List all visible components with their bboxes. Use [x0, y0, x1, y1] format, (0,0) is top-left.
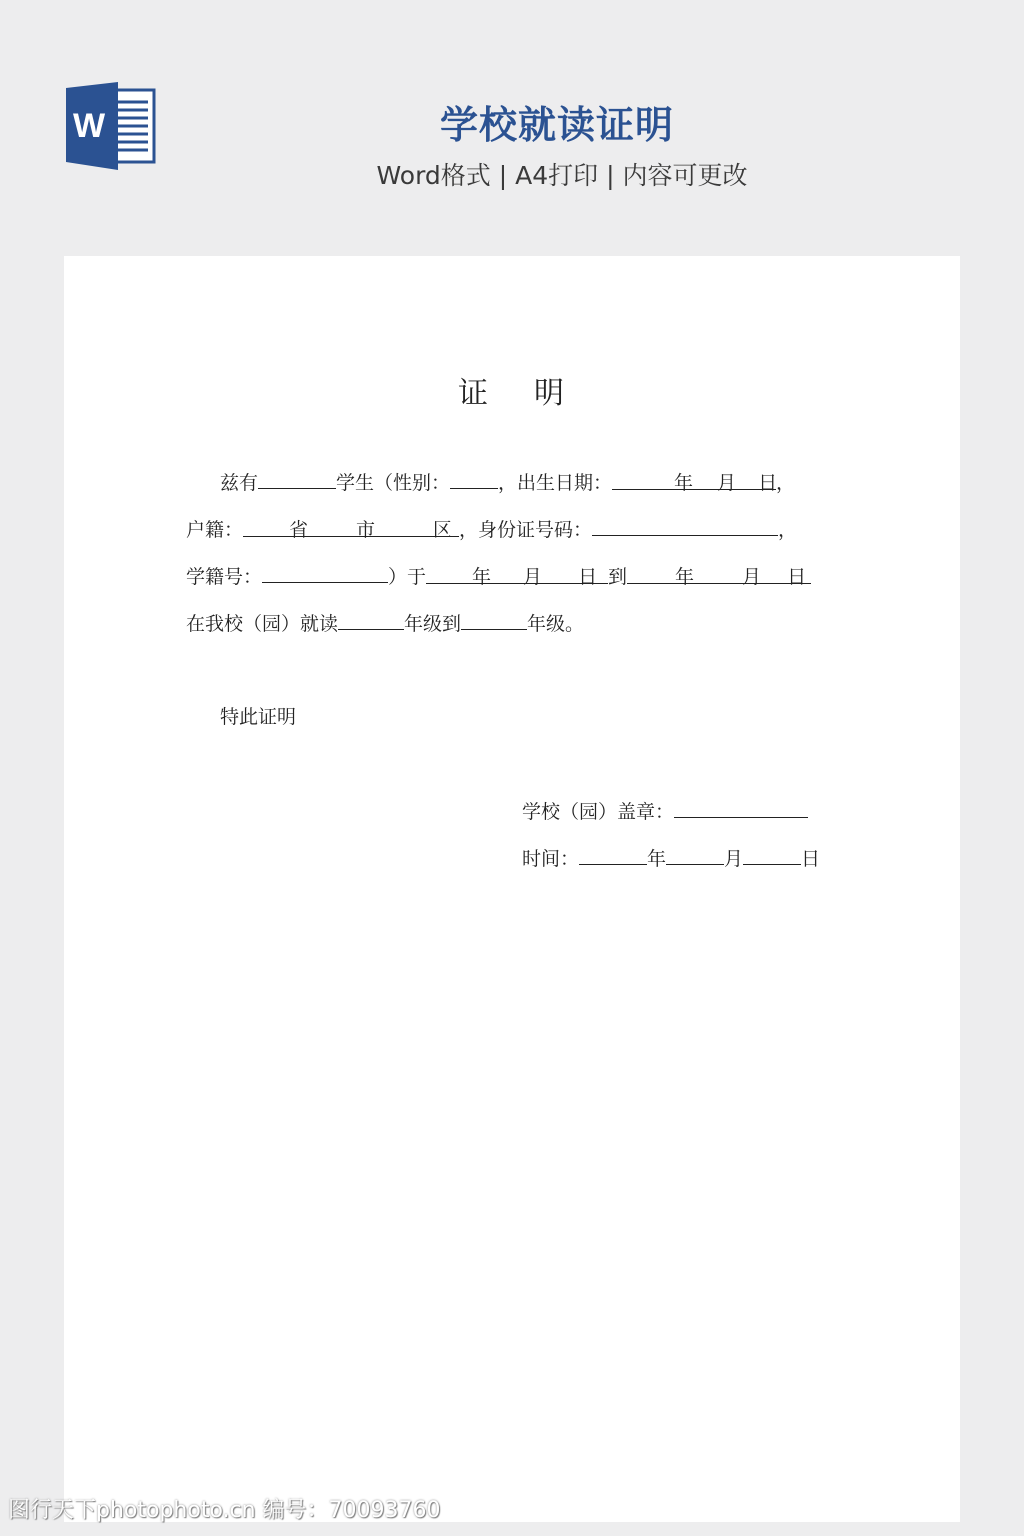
- start-date-blank[interactable]: 年 月 日: [426, 565, 608, 584]
- word-logo-letter: W: [72, 107, 106, 145]
- line-enrollment: 学籍号： ）于 年 月 日 到 年 月 日: [186, 564, 846, 589]
- gender-blank[interactable]: [450, 470, 498, 489]
- grade-to-blank[interactable]: [461, 611, 527, 630]
- date-year-blank[interactable]: [579, 846, 647, 865]
- header-subtitle: Word格式 | A4打印 | 内容可更改: [376, 161, 748, 190]
- student-id-blank[interactable]: [262, 564, 388, 583]
- end-date-blank[interactable]: 年 月 日: [627, 565, 811, 584]
- line-grade: 在我校（园）就读 年级到 年级。: [186, 613, 585, 635]
- document-page: [64, 256, 960, 1522]
- household-blank[interactable]: 省 市 区: [243, 518, 459, 537]
- document-title: 证 明: [458, 376, 566, 411]
- seal-blank[interactable]: [674, 799, 808, 818]
- name-blank[interactable]: [258, 470, 336, 489]
- watermark-text: 图行天下photophoto.cn 编号：70093760: [8, 1498, 441, 1523]
- line-student-info: 兹有 学生（性别： ，出生日期： 年 月 日，: [220, 472, 796, 494]
- closing-text: 特此证明: [220, 706, 297, 728]
- id-number-blank[interactable]: [592, 517, 778, 536]
- birth-date-blank[interactable]: 年 月 日: [612, 471, 776, 490]
- date-day-blank[interactable]: [743, 846, 801, 865]
- grade-from-blank[interactable]: [338, 611, 404, 630]
- header-title: 学校就读证明: [439, 103, 674, 147]
- seal-line: 学校（园）盖章：: [522, 799, 852, 824]
- line-household: 户籍： 省 市 区 ，身份证号码： ，: [186, 519, 798, 541]
- date-month-blank[interactable]: [666, 846, 724, 865]
- date-line: 时间： 年 月 日: [522, 848, 821, 870]
